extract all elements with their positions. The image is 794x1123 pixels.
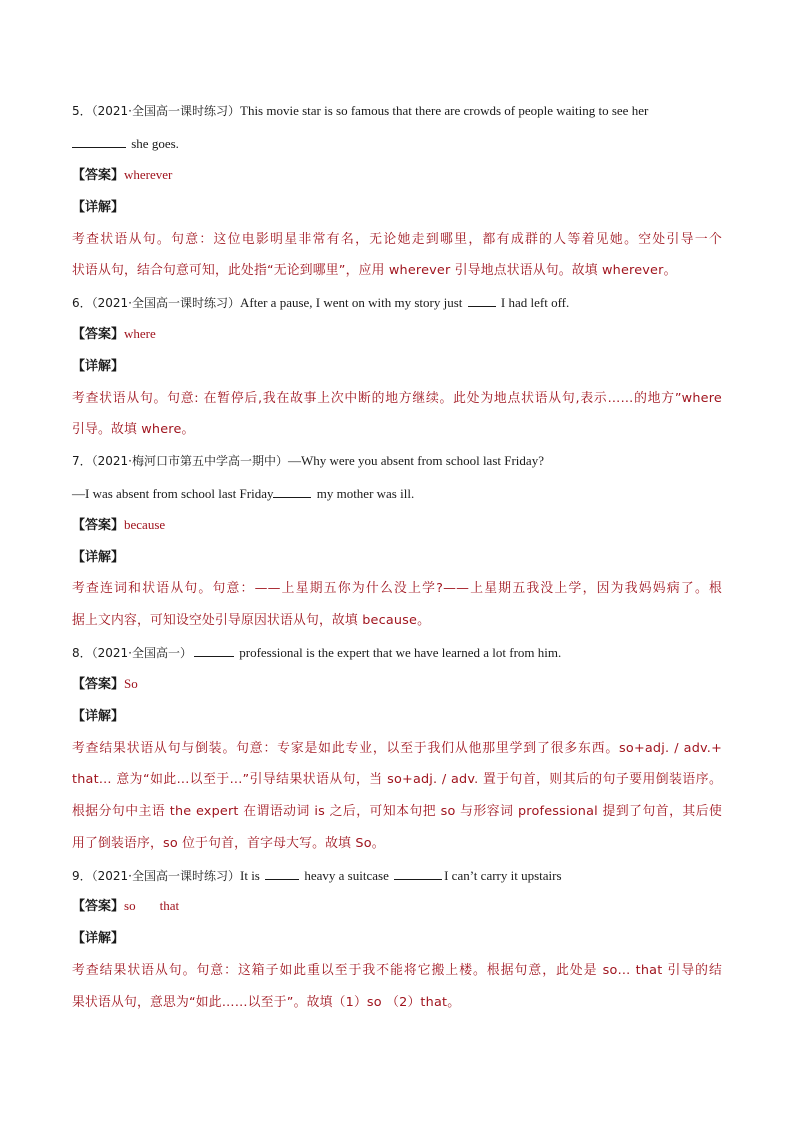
- question-text: —Why were you absent from school last Friday?: [288, 453, 544, 468]
- explanation-text: 状语从句，结合句意可知，此处指“无论到哪里”，应用 wherever 引导地点状语从句。故填 wherever。: [72, 263, 677, 278]
- question-text: she goes.: [128, 136, 179, 151]
- question-7-detail-label: [72, 549, 722, 566]
- answer-value-2: that: [159, 898, 180, 913]
- answer-blank: [194, 644, 234, 657]
- question-8-detail-label: [72, 708, 722, 725]
- detail-label: 【详解】: [72, 931, 125, 946]
- answer-value: because: [124, 517, 166, 532]
- explanation-text: 考查结果状语从句。句意：这箱子如此重以至于我不能将它搬上楼。根据句意，此处是 so… that 引导的结: [72, 963, 722, 978]
- question-text: This movie star is so famous that there are crowds of people waiting to see her: [240, 103, 649, 118]
- detail-label: 【详解】: [72, 359, 125, 374]
- question-6-explanation-2: [72, 421, 722, 438]
- question-source: （2021·全国高一课时练习）: [91, 869, 240, 883]
- answer-value: where: [124, 326, 156, 341]
- question-7-explanation-1: [72, 580, 722, 597]
- explanation-text: 考查状语从句。句意：这位电影明星非常有名，无论她走到哪里，都有成群的人等着见她。空处引导一个: [72, 232, 722, 247]
- question-6-answer: [72, 326, 722, 343]
- question-text: professional is the expert that we have learned a lot from him.: [236, 645, 562, 660]
- explanation-text: 考查连词和状语从句。句意：——上星期五你为什么没上学?——上星期五我没上学，因为我妈妈病了。根: [72, 581, 722, 596]
- answer-blank: [72, 135, 126, 148]
- answer-value-1: so: [124, 898, 136, 913]
- question-source: （2021·全国高一课时练习）: [91, 296, 240, 310]
- question-source: （2021·全国高一课时练习）: [91, 104, 240, 118]
- question-text: It is: [240, 868, 264, 883]
- question-number: 7．: [72, 454, 92, 468]
- question-text: heavy a suitcase: [301, 868, 393, 883]
- question-5-stem-cont: [72, 135, 722, 152]
- question-8-explanation-2: [72, 771, 722, 788]
- question-number: 6．: [72, 296, 92, 310]
- question-7-explanation-2: [72, 612, 722, 629]
- detail-label: 【详解】: [72, 550, 125, 565]
- question-number: 9．: [72, 869, 92, 883]
- question-8-stem: [72, 644, 722, 661]
- question-7-answer: [72, 517, 722, 534]
- question-5-answer: [72, 167, 722, 184]
- question-9-explanation-2: [72, 994, 722, 1011]
- answer-label: 【答案】: [72, 168, 125, 183]
- explanation-text: 考查状语从句。句意: 在暂停后,我在故事上次中断的地方继续。此处为地点状语从句,表示……的地方”where: [72, 391, 722, 406]
- explanation-text: 引导。故填 where。: [72, 422, 195, 437]
- answer-value: So: [124, 676, 138, 691]
- answer-label: 【答案】: [72, 899, 125, 914]
- question-number: 8．: [72, 646, 92, 660]
- question-text: After a pause, I went on with my story just: [240, 295, 466, 310]
- question-8-answer: [72, 676, 722, 693]
- answer-blank: [468, 294, 496, 307]
- answer-value: wherever: [124, 167, 173, 182]
- question-5-stem: [72, 103, 722, 119]
- question-text: —I was absent from school last Friday: [72, 486, 274, 501]
- question-9-explanation-1: [72, 962, 722, 979]
- question-9-detail-label: [72, 930, 722, 947]
- question-9-stem: [72, 867, 722, 884]
- answer-blank: [273, 485, 311, 498]
- question-text: I had left off.: [497, 295, 570, 310]
- question-6-stem: [72, 294, 722, 311]
- explanation-text: that… 意为“如此...以至于...”引导结果状语从句，当 so+adj. / adv. 置于句首，则其后的句子要用倒装语序。: [72, 772, 722, 787]
- explanation-text: 据上文内容，可知设空处引导原因状语从句，故填 because。: [72, 613, 431, 628]
- detail-label: 【详解】: [72, 709, 125, 724]
- answer-blank: [265, 867, 299, 880]
- explanation-text: 根据分句中主语 the expert 在谓语动词 is 之后，可知本句把 so 与形容词 professional 提到了句首，其后使: [72, 804, 722, 819]
- explanation-text: 用了倒装语序，so 位于句首，首字母大写。故填 So。: [72, 836, 385, 851]
- question-8-explanation-3: [72, 803, 722, 820]
- answer-label: 【答案】: [72, 327, 125, 342]
- question-5-explanation-2: [72, 262, 722, 279]
- question-5-detail-label: [72, 199, 722, 216]
- answer-label: 【答案】: [72, 677, 125, 692]
- question-number: 5．: [72, 104, 92, 118]
- question-7-stem-cont: [72, 485, 722, 502]
- question-text: my mother was ill.: [313, 486, 415, 501]
- question-7-stem: [72, 453, 722, 469]
- question-6-detail-label: [72, 358, 722, 375]
- detail-label: 【详解】: [72, 200, 125, 215]
- question-source: （2021·全国高一）: [91, 646, 192, 660]
- question-source: （2021·梅河口市第五中学高一期中）: [91, 454, 288, 468]
- question-6-explanation-1: [72, 390, 722, 407]
- question-9-answer: [72, 898, 722, 915]
- question-5-explanation-1: [72, 231, 722, 248]
- question-8-explanation-4: [72, 835, 722, 852]
- question-text: I can’t carry it upstairs: [444, 868, 562, 883]
- answer-blank: [394, 867, 442, 880]
- explanation-text: 果状语从句，意思为“如此……以至于”。故填（1）so （2）that。: [72, 995, 461, 1010]
- question-8-explanation-1: [72, 740, 722, 757]
- answer-label: 【答案】: [72, 518, 125, 533]
- explanation-text: 考查结果状语从句与倒装。句意：专家是如此专业，以至于我们从他那里学到了很多东西。so+adj. / adv.+: [72, 741, 722, 756]
